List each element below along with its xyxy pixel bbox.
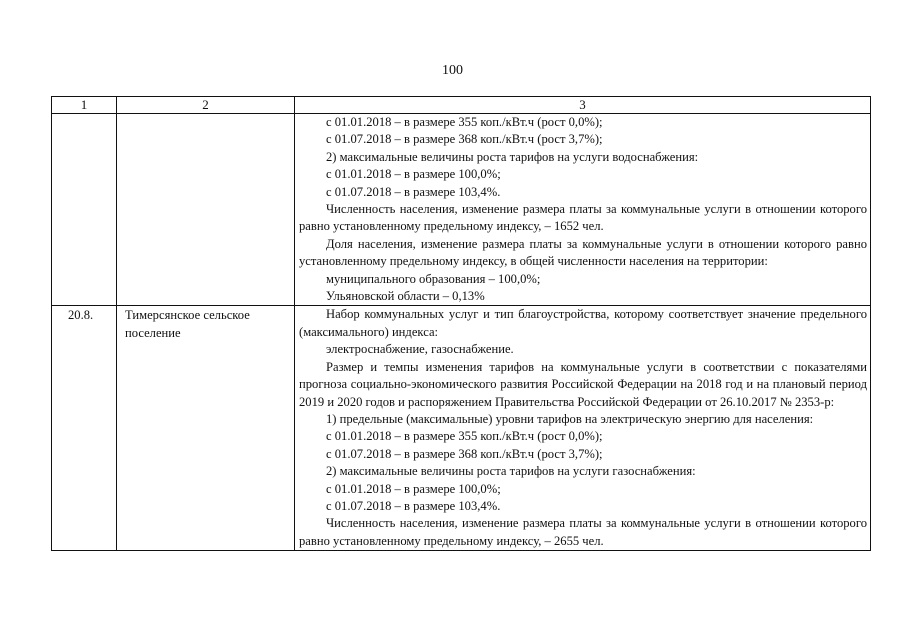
paragraph: Доля населения, изменение размера платы за коммунальные услуги в отношении которого равно установленному предельному индексу, в общей численности населения на территории:: [299, 236, 867, 269]
row-content: [295, 306, 871, 551]
table-row: [52, 114, 871, 306]
header-cell-2: 2: [117, 97, 295, 114]
paragraph: с 01.07.2018 – в размере 368 коп./кВт.ч (рост 3,7%);: [326, 446, 603, 461]
paragraph: с 01.07.2018 – в размере 368 коп./кВт.ч (рост 3,7%);: [326, 132, 603, 147]
row-content: [295, 114, 871, 306]
header-cell-1: 1: [52, 97, 117, 114]
table-row: [52, 306, 871, 551]
paragraph: 1) предельные (максимальные) уровни тарифов на электрическую энергию для населения:: [326, 411, 814, 426]
paragraph: с 01.01.2018 – в размере 355 коп./кВт.ч (рост 0,0%);: [326, 429, 603, 444]
paragraph: 2) максимальные величины роста тарифов на услуги водоснабжения:: [326, 149, 699, 164]
header-cell-3: 3: [295, 97, 871, 114]
table-header-row: [52, 97, 871, 114]
paragraph: с 01.01.2018 – в размере 355 коп./кВт.ч (рост 0,0%);: [326, 115, 603, 129]
paragraph: с 01.01.2018 – в размере 100,0%;: [326, 167, 501, 182]
paragraph: Набор коммунальных услуг и тип благоустройства, которому соответствует значение предельного (максимального) индекса:: [299, 307, 867, 339]
settlement-name: [117, 114, 295, 306]
paragraph: с 01.07.2018 – в размере 103,4%.: [326, 498, 501, 513]
tariff-table: [51, 96, 871, 551]
page-number: 100: [442, 63, 463, 78]
paragraph: Численность населения, изменение размера платы за коммунальные услуги в отношении которого равно установленному предельному индексу, – 2655 чел.: [299, 516, 867, 548]
paragraph: с 01.01.2018 – в размере 100,0%;: [326, 481, 501, 496]
paragraph: электроснабжение, газоснабжение.: [326, 342, 514, 357]
paragraph: муниципального образования – 100,0%;: [326, 271, 541, 286]
paragraph: 2) максимальные величины роста тарифов на услуги газоснабжения:: [326, 464, 696, 479]
paragraph: Ульяновской области – 0,13%: [326, 289, 485, 304]
paragraph: Размер и темпы изменения тарифов на коммунальные услуги в соответствии с показателями прогноза социально-экономического развития Российской Федерации на 2018 год и на плановый период 2019 и 2020 годов и распоряжением Правительства Российской Федерации от 26.10.2017 № 2353-р:: [299, 359, 867, 409]
row-number: [52, 114, 117, 306]
paragraph: с 01.07.2018 – в размере 103,4%.: [326, 184, 501, 199]
paragraph: Численность населения, изменение размера платы за коммунальные услуги в отношении которого равно установленному предельному индексу, – 1652 чел.: [299, 202, 867, 234]
settlement-name: Тимерсянское сельское поселение: [117, 306, 295, 551]
row-number: 20.8.: [52, 306, 117, 551]
